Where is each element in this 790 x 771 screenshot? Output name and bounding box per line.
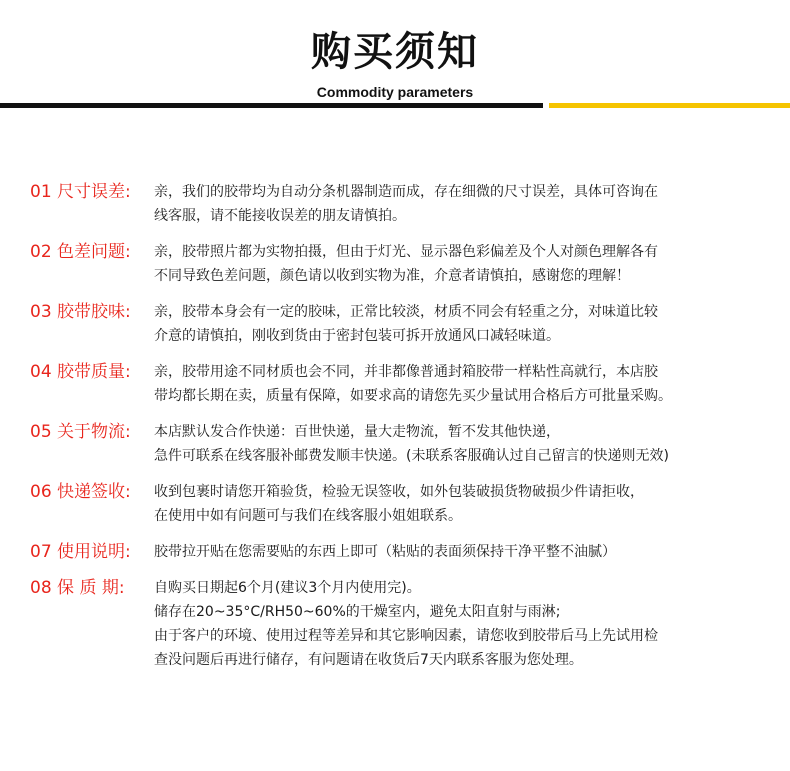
notice-item	[30, 540, 775, 564]
notice-item-line: 自购买日期起6个月(建议3个月内使用完)。	[154, 580, 421, 596]
notice-item-body	[154, 180, 775, 228]
notice-item-line: 储存在20~35°C/RH50~60%的干燥室内，避免太阳直射与雨淋;	[154, 604, 561, 620]
notice-item-label: 01 尺寸误差:	[30, 182, 131, 202]
notice-item-line: 介意的请慎拍，刚收到货由于密封包装可拆开放通风口减轻味道。	[154, 328, 560, 344]
notice-item-body	[154, 480, 775, 528]
notice-item-line: 急件可联系在线客服补邮费发顺丰快递。(未联系客服确认过自己留言的快递则无效)	[154, 448, 669, 464]
notice-item	[30, 420, 775, 468]
notice-item	[30, 576, 775, 672]
notice-item-body	[154, 420, 775, 468]
notice-item-line: 查没问题后再进行储存，有问题请在收货后7天内联系客服为您处理。	[154, 652, 583, 668]
page-title: 购买须知	[311, 29, 479, 75]
notice-item-body	[154, 540, 775, 564]
notice-item-line: 在使用中如有问题可与我们在线客服小姐姐联系。	[154, 508, 462, 524]
page-subtitle: Commodity parameters	[316, 84, 474, 100]
notice-item-line: 带均都长期在卖，质量有保障，如要求高的请您先买少量试用合格后方可批量采购。	[154, 388, 672, 404]
notice-item-line: 亲，我们的胶带均为自动分条机器制造而成，存在细微的尺寸误差，具体可咨询在	[154, 184, 658, 200]
notice-item-body	[154, 360, 775, 408]
notice-item-label: 03 胶带胶味:	[30, 302, 131, 322]
notice-item	[30, 360, 775, 408]
notice-item-line: 亲，胶带用途不同材质也会不同，并非都像普通封箱胶带一样粘性高就行，本店胶	[154, 364, 658, 380]
notice-item-label: 07 使用说明:	[30, 542, 131, 562]
notice-item-label: 02 色差问题:	[30, 242, 131, 262]
notice-item-line: 不同导致色差问题，颜色请以收到实物为准，介意者请慎拍，感谢您的理解！	[154, 268, 630, 284]
notice-item-line: 收到包裹时请您开箱验货，检验无误签收，如外包装破损货物破损少件请拒收，	[154, 484, 644, 500]
notice-item-line: 线客服，请不能接收误差的朋友请慎拍。	[154, 208, 406, 224]
notice-item-label: 06 快递签收:	[30, 482, 131, 502]
notice-item-line: 由于客户的环境、使用过程等差异和其它影响因素，请您收到胶带后马上先试用检	[154, 628, 658, 644]
notice-item-line: 胶带拉开贴在您需要贴的东西上即可（粘贴的表面须保持干净平整不油腻）	[154, 544, 616, 560]
notice-item	[30, 180, 775, 228]
divider-yellow	[549, 103, 790, 108]
notice-item-label: 04 胶带质量:	[30, 362, 131, 382]
notice-item-body	[154, 240, 775, 288]
notice-item	[30, 240, 775, 288]
notice-item	[30, 300, 775, 348]
notice-item-body	[154, 576, 775, 672]
notice-item-line: 亲，胶带照片都为实物拍摄，但由于灯光、显示器色彩偏差及个人对颜色理解各有	[154, 244, 658, 260]
notice-item-line: 本店默认发合作快递：百世快递，量大走物流，暂不发其他快递，	[154, 424, 560, 440]
notice-list	[30, 180, 775, 684]
notice-item-label: 08 保 质 期:	[30, 578, 125, 598]
notice-item-body	[154, 300, 775, 348]
notice-item-label: 05 关于物流:	[30, 422, 131, 442]
notice-item-line: 亲，胶带本身会有一定的胶味，正常比较淡，材质不同会有轻重之分，对味道比较	[154, 304, 658, 320]
divider-black	[0, 103, 543, 108]
notice-item	[30, 480, 775, 528]
